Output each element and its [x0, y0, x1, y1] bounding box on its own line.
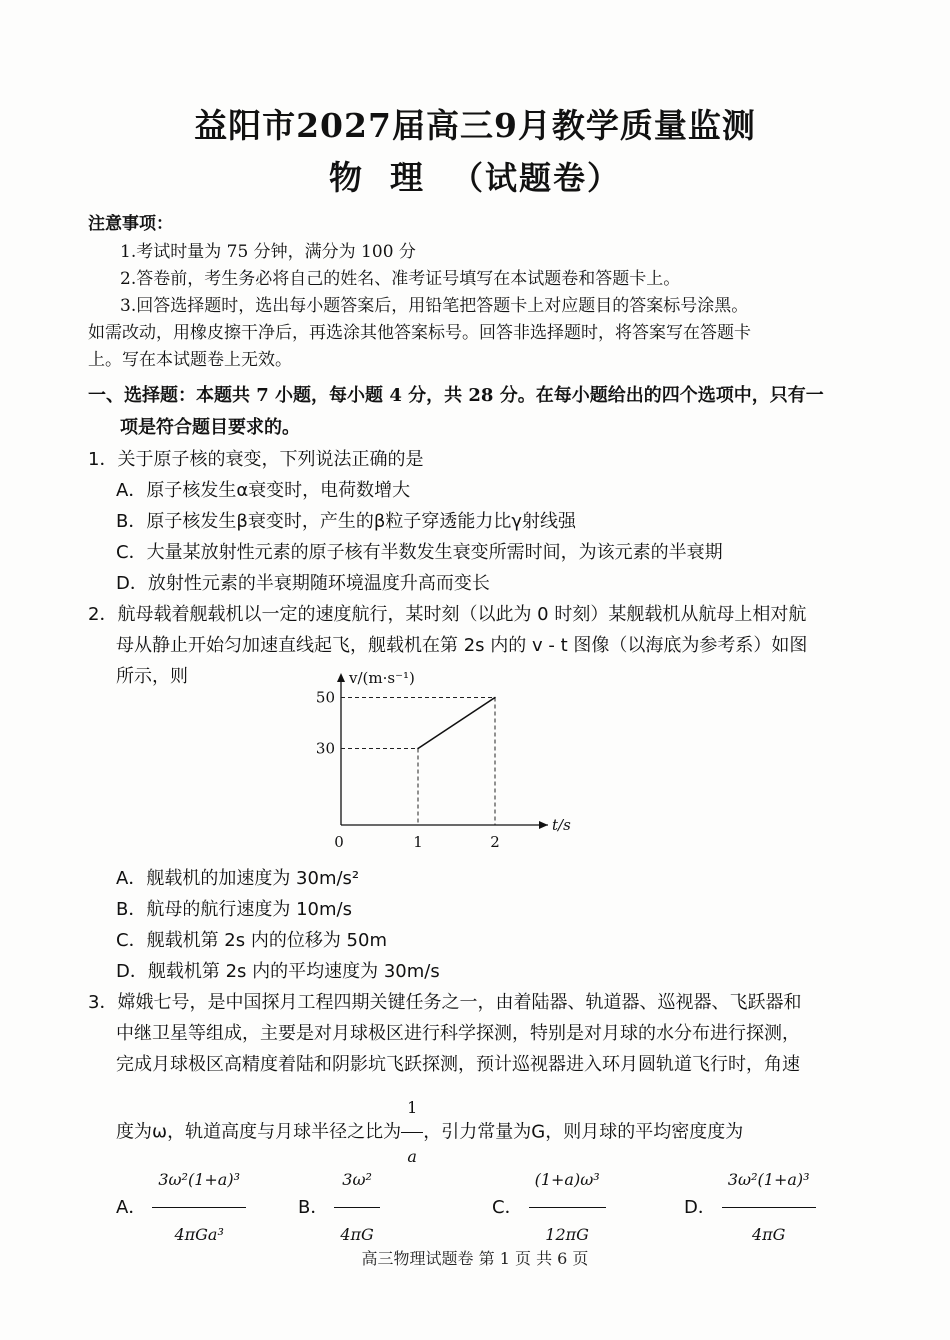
y-axis-arrow — [337, 673, 345, 682]
x-axis-arrow — [539, 821, 548, 829]
page-footer: 高三物理试题卷 第 1 页 共 6 页 — [361, 1249, 589, 1268]
fraction-denominator: 4πG — [751, 1225, 786, 1244]
q3-text-b: ，引力常量为G，则月球的平均密度度为 — [423, 1121, 744, 1143]
section-heading: 一、选择题：本题共 7 小题，每小题 4 分，共 28 分。在每小题给出的四个选项中，只有一 — [88, 385, 824, 406]
option-label: D． — [684, 1196, 716, 1218]
question-3-stem: 完成月球极区高精度着陆和阴影坑飞跃探测，预计巡视器进入环月圆轨道飞行时，角速 — [116, 1054, 800, 1075]
q1-option-b: B．原子核发生β衰变时，产生的β粒子穿透能力比γ射线强 — [116, 511, 576, 532]
question-1-stem: 1．关于原子核的衰变，下列说法正确的是 — [88, 449, 424, 470]
notice-line: 3.回答选择题时，选出每小题答案后，用铅笔把答题卡上对应题目的答案标号涂黑。 — [120, 296, 749, 316]
q1-option-c: C．大量某放射性元素的原子核有半数发生衰变所需时间，为该元素的半衰期 — [116, 542, 723, 563]
subject-name: 物理 — [328, 158, 451, 197]
notice-line: 2.答卷前，考生务必将自己的姓名、准考证号填写在本试题卷和答题卡上。 — [120, 269, 681, 289]
option-fraction — [722, 1155, 816, 1260]
fraction-denominator: a — [407, 1147, 417, 1166]
option-fraction — [152, 1155, 246, 1260]
paper-type: （试题卷） — [450, 159, 621, 197]
notice-line: 上。写在本试题卷上无效。 — [88, 350, 292, 370]
y-tick-label: 50 — [315, 688, 335, 707]
notice-line: 1.考试时量为 75 分钟，满分为 100 分 — [120, 242, 416, 262]
subject-title — [0, 152, 950, 199]
option-fraction — [529, 1155, 606, 1260]
y-axis-label: v/(m·s⁻¹) — [349, 669, 415, 687]
q3-option-d — [684, 1155, 816, 1260]
q1-option-d: D．放射性元素的半衰期随环境温度升高而变长 — [116, 573, 490, 594]
q3-text-a: 度为ω，轨道高度与月球半径之比为 — [116, 1121, 402, 1143]
velocity-line — [418, 698, 495, 749]
q3-option-c — [492, 1155, 606, 1260]
fraction-numerator: (1+a)ω³ — [529, 1155, 606, 1208]
fraction-numerator: 3ω²(1+a)³ — [152, 1155, 246, 1208]
q3-option-b — [298, 1155, 380, 1260]
notice-heading: 注意事项： — [88, 214, 173, 234]
q3-option-a — [116, 1155, 246, 1260]
fraction-denominator: 12πG — [545, 1225, 589, 1244]
fraction-numerator: 1 — [401, 1086, 423, 1133]
velocity-time-chart — [308, 665, 588, 855]
question-3-stem: 中继卫星等组成，主要是对月球极区进行科学探测，特别是对月球的水分布进行探测， — [116, 1023, 800, 1044]
x-tick-label: 2 — [490, 833, 500, 851]
height-ratio-fraction — [401, 1086, 423, 1179]
question-2-stem: 母从静止开始匀加速直线起飞，舰载机在第 2s 内的 v - t 图像（以海底为参考系）如图 — [116, 635, 808, 656]
section-heading-cont: 项是符合题目要求的。 — [120, 417, 300, 438]
q1-option-a: A．原子核发生α衰变时，电荷数增大 — [116, 480, 411, 501]
fraction-denominator: 4πGa³ — [174, 1225, 224, 1244]
q2-option-c: C．舰载机第 2s 内的位移为 50m — [116, 930, 388, 951]
fraction-numerator: 3ω²(1+a)³ — [722, 1155, 816, 1208]
x-tick-label: 1 — [413, 833, 423, 851]
question-3-stem: 3．嫦娥七号，是中国探月工程四期关键任务之一，由着陆器、轨道器、巡视器、飞跃器和 — [88, 992, 802, 1013]
option-label: A． — [116, 1196, 147, 1218]
fraction-denominator: 4πG — [340, 1225, 374, 1244]
q2-option-a: A．舰载机的加速度为 30m/s² — [116, 868, 360, 889]
option-fraction — [334, 1155, 379, 1260]
option-label: C． — [492, 1196, 523, 1218]
x-axis-label: t/s — [552, 816, 571, 834]
fraction-numerator: 3ω² — [334, 1155, 379, 1208]
q2-option-b: B．航母的航行速度为 10m/s — [116, 899, 352, 920]
data-point — [494, 697, 496, 699]
question-2-stem: 所示，则 — [116, 666, 188, 687]
question-2-stem: 2．航母载着舰载机以一定的速度航行，某时刻（以此为 0 时刻）某舰载机从航母上相对航 — [88, 604, 807, 625]
option-label: B． — [298, 1196, 329, 1218]
origin-label: 0 — [334, 833, 344, 851]
y-tick-label: 30 — [315, 739, 335, 758]
exam-title: 益阳市2027届高三9月教学质量监测 — [194, 106, 756, 145]
notice-line: 如需改动，用橡皮擦干净后，再选涂其他答案标号。回答非选择题时，将答案写在答题卡 — [88, 323, 751, 343]
q2-option-d: D．舰载机第 2s 内的平均速度为 30m/s — [116, 961, 440, 982]
data-point — [417, 748, 419, 750]
